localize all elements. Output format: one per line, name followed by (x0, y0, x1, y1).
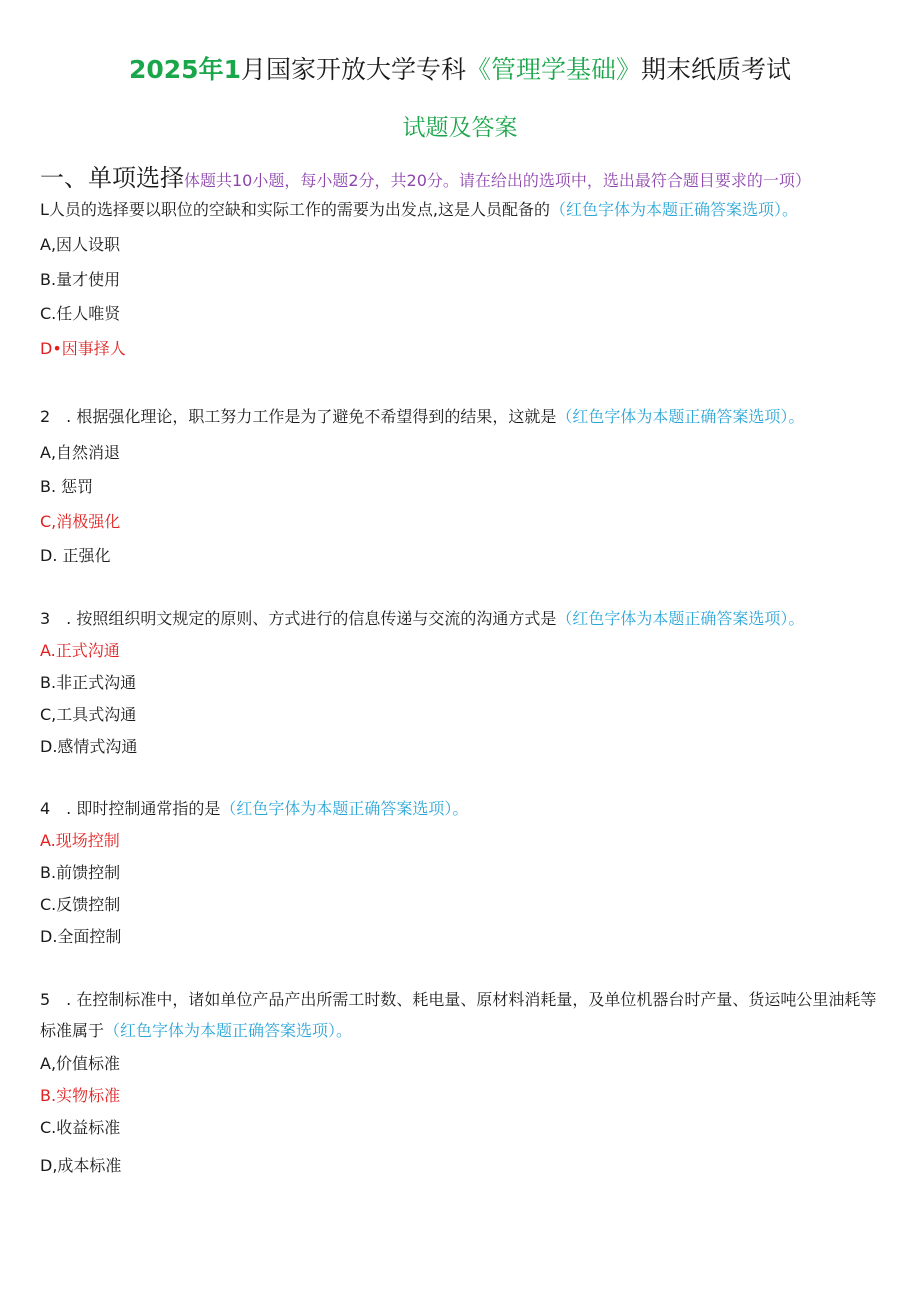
option-a-correct: A.正式沟通 (40, 641, 120, 660)
title-end: 期末纸质考试 (641, 55, 792, 84)
option-c: C.收益标准 (40, 1118, 121, 1137)
question-stem (40, 405, 804, 429)
title-course: 《管理学基础》 (465, 55, 641, 84)
question-text: L人员的选择要以职位的空缺和实际工作的需要为出发点,这是人员配备的 (40, 200, 551, 219)
option-b-correct: B.实物标准 (40, 1086, 121, 1105)
page-subtitle: 试题及答案 (402, 115, 518, 141)
section-title: 一、单项选择 (40, 164, 184, 192)
question-stem (40, 984, 880, 1046)
question-text: 5 . 在控制标准中，诸如单位产品产出所需工时数、耗电量、原材料消耗量，及单位机器台时产量、货运吨公里油耗等标准属于 (40, 990, 877, 1040)
option-d-correct: D•因事择人 (40, 339, 126, 358)
answer-hint: （红色字体为本题正确答案选项）。 (550, 200, 799, 219)
option-d: D.全面控制 (40, 927, 122, 946)
option-a-correct: A.现场控制 (40, 831, 120, 850)
answer-hint: （红色字体为本题正确答案选项）。 (104, 1021, 353, 1040)
question-text: 3 . 按照组织明文规定的原则、方式进行的信息传递与交流的沟通方式是 (40, 609, 557, 628)
answer-hint: （红色字体为本题正确答案选项）。 (556, 609, 805, 628)
option-a: A,价值标准 (40, 1054, 121, 1073)
answer-hint: （红色字体为本题正确答案选项）。 (220, 799, 469, 818)
option-b: B. 惩罚 (40, 477, 94, 496)
question-stem (40, 607, 804, 631)
option-c: C,工具式沟通 (40, 705, 137, 724)
question-stem (40, 797, 468, 821)
option-a: A,因人设职 (40, 235, 121, 254)
option-b: B.前馈控制 (40, 863, 121, 882)
question-text: 4 . 即时控制通常指的是 (40, 799, 221, 818)
question-stem (40, 198, 798, 222)
option-d: D,成本标准 (40, 1156, 122, 1175)
option-c-correct: C,消极强化 (40, 512, 121, 531)
section-heading (40, 158, 811, 193)
title-year: 2025年1 (128, 55, 241, 84)
answer-hint: （红色字体为本题正确答案选项）。 (556, 407, 805, 426)
option-b: B.量才使用 (40, 270, 121, 289)
page-title (0, 52, 920, 88)
option-d: D. 正强化 (40, 546, 111, 565)
option-d: D.感情式沟通 (40, 737, 138, 756)
option-c: C.反馈控制 (40, 895, 121, 914)
section-description: 体题共10小题，每小题2分，共20分。请在给出的选项中，选出最符合题目要求的一项） (184, 171, 811, 190)
option-c: C.任人唯贤 (40, 304, 121, 323)
title-main: 月国家开放大学专科 (240, 55, 466, 84)
option-b: B.非正式沟通 (40, 673, 137, 692)
question-text: 2 . 根据强化理论，职工努力工作是为了避免不希望得到的结果，这就是 (40, 407, 557, 426)
option-a: A,自然消退 (40, 443, 121, 462)
